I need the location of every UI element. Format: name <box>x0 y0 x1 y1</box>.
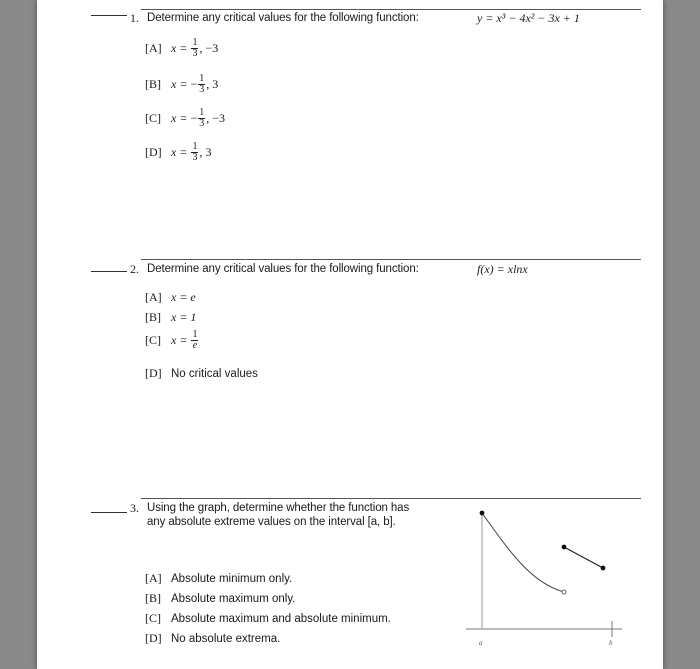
option-text: Absolute maximum only. <box>171 592 296 605</box>
question-function: f(x) = xlnx <box>477 262 528 276</box>
option-c[interactable] <box>145 611 391 626</box>
option-label: [D] <box>145 631 162 645</box>
closed-point-2a <box>562 545 567 550</box>
question-number: 1. <box>130 11 139 25</box>
curve-segment-1 <box>482 513 564 592</box>
option-b[interactable] <box>145 310 196 325</box>
option-math: x = 1 <box>171 310 197 324</box>
option-label: [A] <box>145 290 162 304</box>
option-text: Absolute maximum and absolute minimum. <box>171 612 391 625</box>
option-math: x = $\frac{1}{e}$ <box>171 329 198 351</box>
option-math: x = e <box>171 290 196 304</box>
option-label: [D] <box>145 145 162 159</box>
option-text: Absolute minimum only. <box>171 572 293 585</box>
question-prompt-line-2: any absolute extreme values on the interval [a, b]. <box>147 516 396 528</box>
option-math: x = − $\frac{1}{3}$ , −3 <box>171 107 225 129</box>
option-label: [A] <box>145 41 162 55</box>
option-label: [D] <box>145 366 162 380</box>
question-number: 2. <box>130 262 139 276</box>
option-math: x = − $\frac{1}{3}$ , 3 <box>171 73 219 95</box>
option-math: x = $\frac{1}{3}$ , −3 <box>171 37 219 59</box>
option-label: [A] <box>145 571 162 585</box>
option-a[interactable] <box>145 571 292 586</box>
question-prompt-line-1: Using the graph, determine whether the function has <box>147 502 410 514</box>
answer-blank-1[interactable] <box>91 15 127 16</box>
answer-blank-2[interactable] <box>91 271 127 272</box>
option-d[interactable] <box>145 631 280 646</box>
axis-label-b: b <box>609 639 613 647</box>
function-graph <box>462 505 632 655</box>
question-prompt: Determine any critical values for the following function: <box>147 12 419 24</box>
option-a[interactable] <box>145 290 196 305</box>
option-label: [C] <box>145 333 161 347</box>
option-b[interactable] <box>145 74 218 95</box>
closed-point-2b <box>601 566 606 571</box>
option-math: x = $\frac{1}{3}$ , 3 <box>171 141 212 163</box>
question-number: 3. <box>130 501 139 515</box>
answer-blank-3[interactable] <box>91 512 127 513</box>
curve-segment-2 <box>564 547 603 568</box>
question-rule-2 <box>141 259 641 260</box>
question-rule-1 <box>141 9 641 10</box>
option-c[interactable] <box>145 108 225 129</box>
option-label: [C] <box>145 111 161 125</box>
option-text: No critical values <box>171 367 258 380</box>
option-a[interactable] <box>145 38 218 59</box>
option-label: [B] <box>145 310 161 324</box>
axis-label-a: a <box>479 639 483 647</box>
question-rule-3 <box>141 498 641 499</box>
option-text: No absolute extrema. <box>171 632 281 645</box>
option-d[interactable] <box>145 142 211 163</box>
closed-point-start <box>480 511 485 516</box>
question-function: y = x³ − 4x² − 3x + 1 <box>477 11 580 25</box>
option-label: [B] <box>145 77 161 91</box>
question-prompt: Determine any critical values for the following function: <box>147 263 419 275</box>
option-b[interactable] <box>145 591 295 606</box>
option-c[interactable] <box>145 330 199 351</box>
option-d[interactable] <box>145 366 258 381</box>
open-point-end <box>562 590 566 594</box>
worksheet-page <box>37 0 663 669</box>
option-label: [C] <box>145 611 161 625</box>
option-label: [B] <box>145 591 161 605</box>
